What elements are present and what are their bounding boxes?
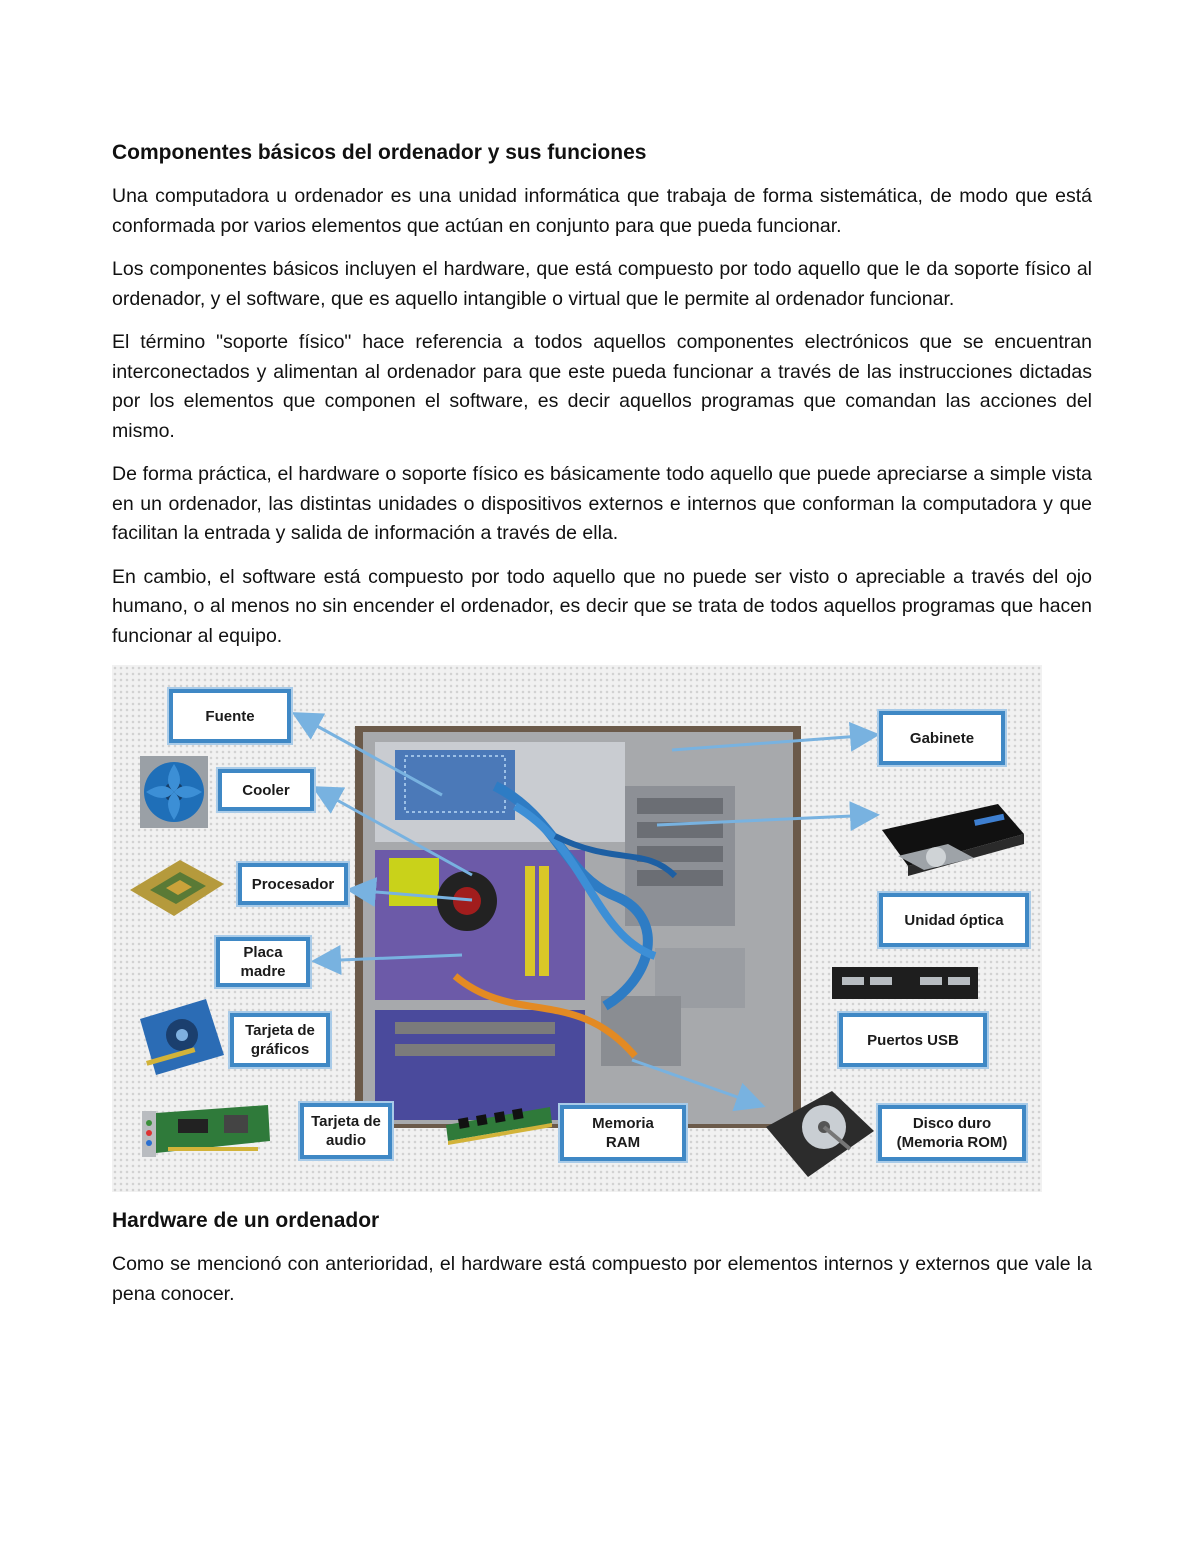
label-disco-duro: [878, 1105, 1026, 1161]
cooler-photo: [134, 752, 214, 832]
label-tarjeta-audio-text: [311, 1112, 381, 1150]
label-ram-line-2: RAM: [605, 1134, 641, 1151]
label-ram-line-1: Memoria: [592, 1115, 654, 1132]
graphics-card-photo: [136, 995, 228, 1077]
label-unidad-optica: [879, 893, 1029, 947]
label-disco-duro-text: [897, 1114, 1008, 1152]
label-cooler: [218, 769, 314, 811]
label-unidad-optica-text: Unidad óptica: [904, 911, 1004, 929]
label-placa-line-1: Placa: [243, 944, 283, 961]
label-puertos-usb-text: Puertos USB: [867, 1031, 959, 1049]
label-placa-line-2: madre: [240, 963, 286, 980]
hard-disk-photo: [762, 1087, 878, 1181]
label-cooler-text: Cooler: [242, 781, 290, 799]
label-puertos-usb: [839, 1013, 987, 1067]
paragraph-4: De forma práctica, el hardware o soporte físico es básicamente todo aquello que puede apreciarse a simple vista en un ordenador, las distintas unidades o dispositivos externos e internos que conforman la computadora y que facilitan la entrada y salida de información a través de ella.: [112, 463, 1092, 544]
pc-case-photo: [355, 726, 801, 1128]
label-memoria-ram: [560, 1105, 686, 1161]
label-memoria-ram-text: [592, 1114, 654, 1152]
section-heading: Hardware de un ordenador: [112, 1209, 380, 1232]
label-tarjeta-graficos: [230, 1013, 330, 1067]
audio-card-photo: [138, 1101, 274, 1161]
label-fuente-text: Fuente: [205, 707, 255, 725]
paragraph-1: Una computadora u ordenador es una unidad informática que trabaja de forma sistemática, de modo que está conformada por varios elementos que actúan en conjunto para que pueda funcionar.: [112, 185, 1092, 237]
label-grafica-line-2: gráficos: [250, 1041, 310, 1058]
document-page: [112, 138, 1092, 1323]
paragraph-5: En cambio, el software está compuesto por todo aquello que no puede ser visto o apreciable a través del ojo humano, o al menos no sin encender el ordenador, es decir que se trata de todos aquellos programas que hacen funcionar al equipo.: [112, 565, 1092, 647]
label-disco-line-1: Disco duro: [912, 1115, 992, 1132]
label-tarjeta-audio: [300, 1103, 392, 1159]
ram-photo: [442, 1101, 554, 1157]
closing-paragraph: Como se mencionó con anterioridad, el hardware está compuesto por elementos internos y externos que vale la pena conocer.: [112, 1253, 1092, 1305]
label-disco-line-2: (Memoria ROM): [896, 1134, 1008, 1151]
label-fuente: [169, 689, 291, 743]
label-tarjeta-graficos-text: [245, 1021, 315, 1059]
paragraph-2: Los componentes básicos incluyen el hardware, que está compuesto por todo aquello que le da soporte físico al ordenador, y el software, que es aquello intangible o virtual que le permite al ordenador funcionar.: [112, 258, 1092, 310]
optical-drive-photo: [878, 800, 1028, 880]
label-gabinete: [879, 711, 1005, 765]
processor-photo: [120, 850, 232, 922]
label-gabinete-text: Gabinete: [909, 729, 975, 747]
label-grafica-line-1: Tarjeta de: [245, 1022, 315, 1039]
label-audio-line-1: Tarjeta de: [311, 1113, 381, 1130]
hardware-diagram: [112, 665, 1042, 1192]
label-audio-line-2: audio: [326, 1132, 366, 1149]
label-placa-madre-text: [240, 943, 285, 981]
usb-ports-photo: [830, 965, 980, 1001]
page-title: Componentes básicos del ordenador y sus funciones: [112, 141, 647, 164]
label-procesador-text: Procesador: [251, 875, 335, 893]
label-procesador: [238, 863, 348, 905]
paragraph-3: El término "soporte físico" hace referencia a todos aquellos componentes electrónicos que se encuentran interconectados y alimentan al ordenador para que este pueda funcionar a través de las instrucciones dictadas por los elementos que componen el software, es decir aquellos programas que comandan las acciones del mismo.: [112, 331, 1092, 442]
label-placa-madre: [216, 937, 310, 987]
